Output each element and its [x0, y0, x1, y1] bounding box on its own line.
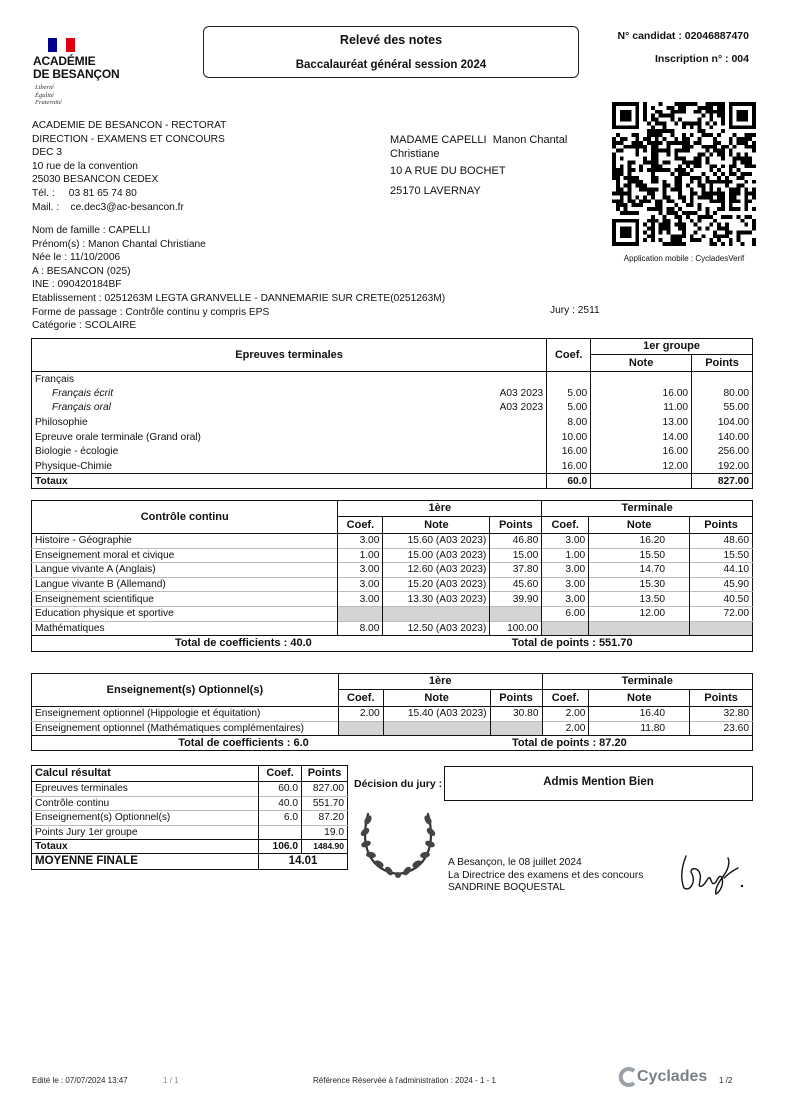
year-1-header: 1ère [338, 501, 542, 517]
year-1-points: 39.90 [490, 592, 542, 607]
year-1-coef [338, 606, 383, 621]
year-2-coef: 3.00 [542, 534, 589, 549]
resultat-total-coef: 106.0 [259, 840, 302, 854]
points-header: Points [490, 517, 542, 534]
wreath-seal-icon [354, 800, 442, 880]
cyclades-logo [618, 1066, 707, 1088]
signature-line: SANDRINE BOQUESTAL [448, 882, 565, 893]
year-1-coef: 1.00 [338, 548, 383, 563]
epreuve-points: 104.00 [692, 415, 753, 430]
epreuves-title: Epreuves terminales [235, 348, 343, 361]
subject-name: Enseignement scientifique [35, 593, 154, 605]
year-2-coef: 6.00 [542, 606, 589, 621]
year-2-note: 11.80 [589, 721, 690, 736]
epreuve-session: A03 2023 [499, 402, 544, 414]
year-2-points: 72.00 [690, 606, 753, 621]
jury-decision-box [444, 766, 753, 801]
issuer-line: DIRECTION - EXAMENS ET CONCOURS [32, 133, 225, 145]
epreuves-total-coef: 60.0 [547, 474, 591, 489]
year-1-points [490, 606, 542, 621]
candidate-line: Prénom(s) : Manon Chantal Christiane [32, 238, 206, 250]
epreuve-note: 12.00 [591, 459, 692, 474]
year-1-coef: 3.00 [338, 577, 383, 592]
epreuve-points: 55.00 [692, 401, 753, 416]
year-1-note: 15.60 (A03 2023) [383, 534, 490, 549]
epreuve-name: Biologie - écologie [35, 446, 119, 458]
epreuve-name-cell [32, 430, 547, 445]
coef-header: Coef. [338, 690, 383, 707]
year-1-coef [338, 721, 383, 736]
year-1-note: 13.30 (A03 2023) [383, 592, 490, 607]
epreuve-name-cell [32, 459, 547, 474]
epreuve-coef: 16.00 [547, 459, 591, 474]
note-header: Note [591, 355, 692, 372]
subject-name: Histoire - Géographie [35, 535, 132, 547]
note-header: Note [589, 517, 690, 534]
resultat-points: 551.70 [302, 796, 348, 811]
optionnel-row [32, 707, 753, 722]
recipient-line: Christiane [390, 148, 440, 160]
handwritten-signature-icon [676, 848, 746, 898]
resultat-name: Contrôle continu [35, 797, 110, 809]
resultat-row [32, 796, 348, 811]
year-1-points: 45.60 [490, 577, 542, 592]
subject-name: Enseignement optionnel (Hippologie et équitation) [35, 708, 261, 720]
points-header: Points [692, 355, 753, 372]
controle-total-points [511, 636, 753, 652]
document-title-box [203, 26, 579, 78]
controle-row [32, 577, 753, 592]
optionnel-total-points [512, 736, 753, 751]
republic-flag-icon [48, 38, 75, 52]
epreuve-coef: 8.00 [547, 415, 591, 430]
candidate-line: Forme de passage : Contrôle continu y compris EPS [32, 306, 270, 318]
epreuve-row [32, 401, 753, 416]
epreuve-row [32, 459, 753, 474]
calcul-resultat-table [31, 765, 348, 870]
subject-name: Enseignement optionnel (Mathématiques complémentaires) [35, 722, 304, 734]
year-1-note: 12.50 (A03 2023) [383, 621, 490, 636]
year-1-note [383, 606, 490, 621]
year-1-points: 100.00 [490, 621, 542, 636]
year-1-note [383, 721, 490, 736]
motto-3: Fraternité [35, 99, 62, 106]
optionnel-row [32, 721, 753, 736]
year-1-header: 1ère [338, 674, 542, 690]
year-2-coef: 2.00 [542, 707, 589, 722]
recipient-line: MADAME CAPELLI Manon Chantal [390, 134, 568, 146]
jury-decision-label: Décision du jury : [354, 778, 443, 790]
resultat-row [32, 825, 348, 840]
signature-line: A Besançon, le 08 juillet 2024 [448, 857, 582, 868]
resultat-points: 87.20 [302, 811, 348, 826]
note-header: Note [589, 690, 690, 707]
year-2-points: 44.10 [690, 563, 753, 578]
epreuve-row [32, 386, 753, 401]
controle-row [32, 592, 753, 607]
optionnel-title: Enseignement(s) Optionnel(s) [106, 683, 264, 696]
year-2-coef [542, 621, 589, 636]
recipient-line: 10 A RUE DU BOCHET [390, 165, 506, 177]
motto-1: Liberté [35, 84, 54, 91]
epreuve-name: Physique-Chimie [35, 460, 113, 472]
resultat-row [32, 782, 348, 797]
candidate-number: N° candidat : 02046887470 [617, 30, 749, 42]
controle-row [32, 534, 753, 549]
year-2-coef: 1.00 [542, 548, 589, 563]
subject-name: Education physique et sportive [35, 608, 174, 620]
epreuve-name: Français écrit [52, 387, 114, 399]
year-2-coef: 3.00 [542, 563, 589, 578]
logo-line-1: ACADÉMIE [33, 54, 96, 68]
epreuve-name-cell [32, 372, 547, 387]
resultat-coef [259, 825, 302, 840]
resultat-name: Points Jury 1er groupe [35, 827, 138, 839]
issuer-line: Mail. : ce.dec3@ac-besancon.fr [32, 201, 184, 213]
controle-title: Contrôle continu [140, 510, 229, 523]
qr-code-icon [612, 102, 756, 246]
year-2-coef: 2.00 [542, 721, 589, 736]
epreuve-points: 140.00 [692, 430, 753, 445]
epreuve-coef: 5.00 [547, 386, 591, 401]
document-title: Relevé des notes [339, 33, 443, 47]
candidate-line: A : BESANCON (025) [32, 265, 131, 277]
year-2-points: 32.80 [690, 707, 753, 722]
epreuve-row [32, 372, 753, 387]
page-number: 1 /2 [719, 1076, 733, 1085]
epreuve-note [591, 372, 692, 387]
epreuves-coef-header: Coef. [547, 339, 591, 372]
flag-blue [48, 38, 57, 52]
qr-caption: Application mobile : CycladesVerif [623, 254, 745, 263]
points-header: Points [690, 690, 753, 707]
controle-row [32, 548, 753, 563]
epreuve-note: 16.00 [591, 386, 692, 401]
controle-row [32, 606, 753, 621]
inscription-number: Inscription n° : 004 [654, 53, 749, 65]
epreuve-row [32, 430, 753, 445]
subject-name: Langue vivante B (Allemand) [35, 579, 166, 591]
issuer-line: 10 rue de la convention [32, 160, 138, 172]
coef-header: Coef. [542, 517, 589, 534]
resultat-coef: 60.0 [259, 782, 302, 797]
epreuves-terminales-table [31, 338, 753, 489]
epreuve-coef [547, 372, 591, 387]
epreuve-name: Français [35, 373, 75, 385]
year-1-coef: 3.00 [338, 592, 383, 607]
academy-logo-text [33, 55, 119, 81]
candidate-line: Nom de famille : CAPELLI [32, 225, 151, 236]
epreuve-row [32, 444, 753, 459]
coef-header: Coef. [542, 690, 589, 707]
epreuve-name: Français oral [52, 402, 111, 414]
epreuve-name-cell [32, 401, 547, 416]
admin-reference: Référence Réservée à l'administration : 2024 - 1 - 1 [313, 1076, 496, 1085]
epreuve-note: 13.00 [591, 415, 692, 430]
jury-decision-value: Admis Mention Bien [543, 776, 654, 788]
candidate-line: Etablissement : 0251263M LEGTA GRANVELLE - DANNEMARIE SUR CRETE(0251263M) [32, 292, 446, 304]
epreuve-name-cell [32, 415, 547, 430]
epreuve-name-cell [32, 386, 547, 401]
issuer-line: DEC 3 [32, 147, 63, 159]
issuer-line: ACADEMIE DE BESANCON - RECTORAT [32, 120, 227, 131]
year-2-note: 14.70 [589, 563, 690, 578]
epreuve-points: 80.00 [692, 386, 753, 401]
flag-white [57, 38, 66, 52]
year-1-points [490, 721, 542, 736]
resultat-coef: 6.0 [259, 811, 302, 826]
epreuve-coef: 5.00 [547, 401, 591, 416]
controle-total-coef: Total de coefficients : 40.0 [175, 637, 312, 650]
document-subtitle: Baccalauréat général session 2024 [295, 59, 487, 71]
controle-row [32, 563, 753, 578]
candidate-info [32, 224, 445, 333]
resultat-total-points: 1484.90 [302, 840, 348, 854]
epreuve-name-cell [32, 444, 547, 459]
epreuve-name: Philosophie [35, 417, 88, 429]
year-1-points: 30.80 [490, 707, 542, 722]
optionnel-total-points-text: Total de points : 87.20 [512, 736, 627, 749]
coef-header: Coef. [338, 517, 383, 534]
resultat-points-header: Points [302, 766, 348, 782]
year-1-coef: 3.00 [338, 563, 383, 578]
recipient-line: 25170 LAVERNAY [390, 185, 481, 197]
points-header: Points [690, 517, 753, 534]
logo-line-2: DE BESANÇON [33, 67, 120, 81]
note-header: Note [383, 690, 490, 707]
year-1-coef: 2.00 [338, 707, 383, 722]
optionnel-table [31, 673, 753, 751]
resultat-row [32, 811, 348, 826]
epreuve-note: 14.00 [591, 430, 692, 445]
logo-motto [35, 84, 62, 107]
year-2-note: 16.40 [589, 707, 690, 722]
resultat-name: Enseignement(s) Optionnel(s) [35, 812, 171, 824]
year-2-note: 15.30 [589, 577, 690, 592]
epreuve-points: 256.00 [692, 444, 753, 459]
year-2-points: 23.60 [690, 721, 753, 736]
final-average-label: MOYENNE FINALE [35, 855, 138, 868]
resultat-name: Epreuves terminales [35, 783, 128, 795]
year-1-coef: 8.00 [338, 621, 383, 636]
resultat-points: 19.0 [302, 825, 348, 840]
note-header: Note [383, 517, 490, 534]
resultat-points: 827.00 [302, 782, 348, 797]
issuer-line: 25030 BESANCON CEDEX [32, 174, 159, 186]
year-2-coef: 3.00 [542, 592, 589, 607]
year-2-header: Terminale [542, 674, 753, 690]
page-small: 1 / 1 [163, 1076, 179, 1085]
resultat-total-label: Totaux [35, 841, 68, 853]
cyclades-c-icon [618, 1066, 638, 1088]
controle-row [32, 621, 753, 636]
epreuve-coef: 10.00 [547, 430, 591, 445]
candidate-line: Née le : 11/10/2006 [32, 252, 121, 264]
year-1-points: 15.00 [490, 548, 542, 563]
year-2-note: 12.00 [589, 606, 690, 621]
epreuve-coef: 16.00 [547, 444, 591, 459]
optionnel-total-coef: Total de coefficients : 6.0 [178, 736, 309, 749]
edited-date: Edité le : 07/07/2024 13:47 [32, 1076, 128, 1085]
resultat-coef-header: Coef. [259, 766, 302, 782]
signature-line: La Directrice des examens et des concours [448, 869, 644, 881]
epreuves-total-points: 827.00 [692, 474, 753, 489]
issuer-line: Tél. : 03 81 65 74 80 [32, 187, 137, 199]
year-2-header: Terminale [542, 501, 753, 517]
subject-name: Mathématiques [35, 622, 105, 634]
resultat-coef: 40.0 [259, 796, 302, 811]
year-2-points [690, 621, 753, 636]
year-2-note: 15.50 [589, 548, 690, 563]
signature-block [448, 857, 643, 895]
subject-name: Enseignement moral et civique [35, 549, 175, 561]
epreuve-points [692, 372, 753, 387]
year-2-note: 13.50 [589, 592, 690, 607]
cyclades-brand-text: Cyclades [637, 1068, 708, 1085]
epreuves-total-label: Totaux [35, 475, 68, 487]
year-2-points: 15.50 [690, 548, 753, 563]
year-1-note: 12.60 (A03 2023) [383, 563, 490, 578]
resultat-title: Calcul résultat [35, 767, 111, 779]
year-2-points: 45.90 [690, 577, 753, 592]
subject-name: Langue vivante A (Anglais) [35, 564, 156, 576]
year-1-note: 15.20 (A03 2023) [383, 577, 490, 592]
year-1-note: 15.00 (A03 2023) [383, 548, 490, 563]
jury-number: Jury : 2511 [550, 305, 600, 316]
year-1-points: 37.80 [490, 563, 542, 578]
candidate-line: INE : 090420184BF [32, 279, 122, 291]
final-average-value: 14.01 [259, 854, 348, 870]
epreuve-points: 192.00 [692, 459, 753, 474]
epreuve-row [32, 415, 753, 430]
year-1-coef: 3.00 [338, 534, 383, 549]
epreuve-name: Epreuve orale terminale (Grand oral) [35, 431, 201, 443]
controle-continu-table [31, 500, 753, 652]
year-2-points: 40.50 [690, 592, 753, 607]
recipient-address [390, 133, 567, 198]
year-2-coef: 3.00 [542, 577, 589, 592]
year-2-note: 16.20 [589, 534, 690, 549]
candidate-line: Catégorie : SCOLAIRE [32, 320, 137, 332]
epreuve-note: 11.00 [591, 401, 692, 416]
controle-total-points-text: Total de points : 551.70 [511, 637, 633, 650]
flag-red [66, 38, 75, 52]
year-1-note: 15.40 (A03 2023) [383, 707, 490, 722]
year-1-points: 46.80 [490, 534, 542, 549]
epreuve-note: 16.00 [591, 444, 692, 459]
year-2-note [589, 621, 690, 636]
epreuve-session: A03 2023 [499, 387, 544, 399]
motto-2: Égalité [35, 91, 54, 99]
first-group-header: 1er groupe [591, 339, 753, 355]
year-2-points: 48.60 [690, 534, 753, 549]
points-header: Points [490, 690, 542, 707]
issuer-address [32, 119, 226, 214]
